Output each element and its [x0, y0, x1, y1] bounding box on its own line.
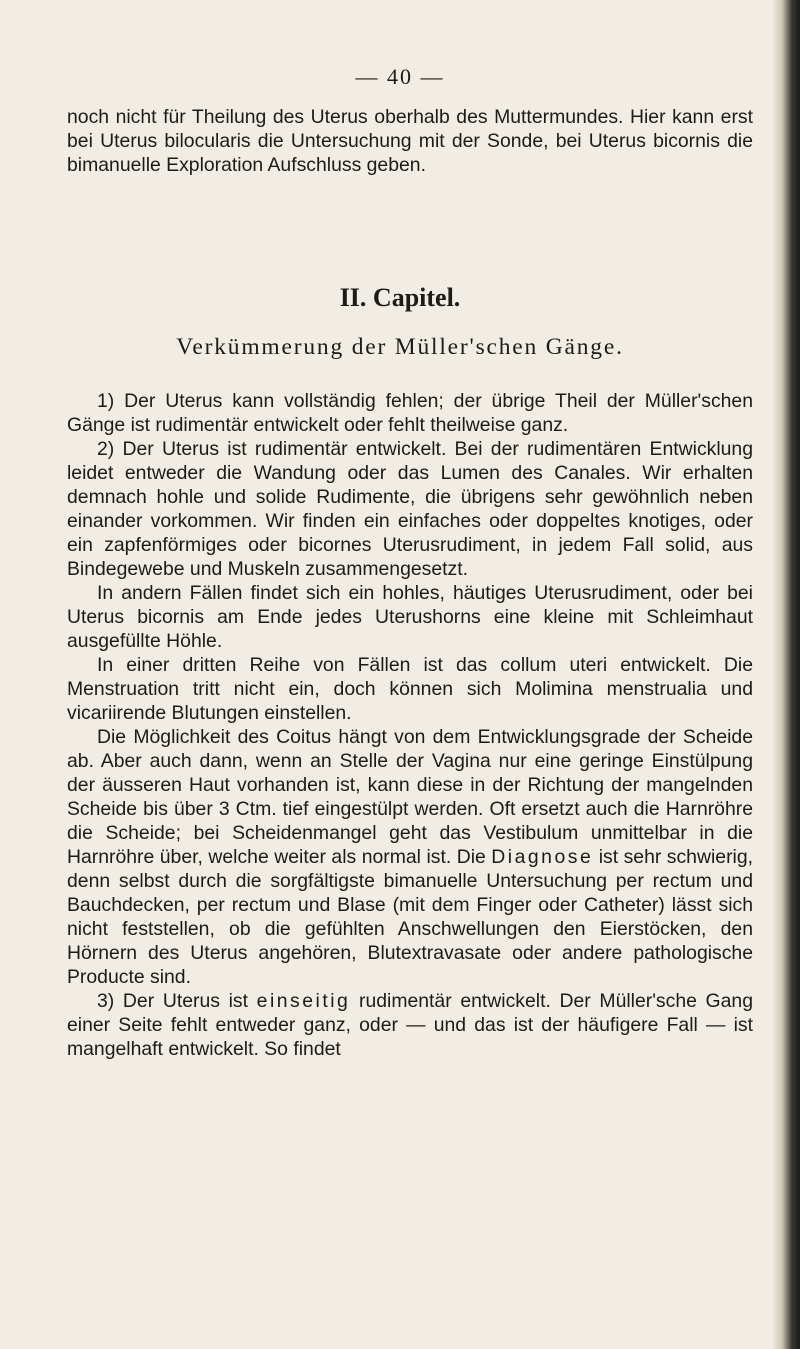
section-heading: Verkümmerung der Müller'schen Gänge. — [176, 334, 624, 360]
intro-paragraph: noch nicht für Theilung des Uterus oberhalb des Muttermundes. Hier kann erst bei Uterus bilocularis die Untersuchung mit der Sonde, bei Uterus bicornis die bimanuelle Exploration Aufschluss geben. — [67, 106, 753, 176]
page-edge-shadow — [772, 0, 800, 1349]
paragraph-5-part-1: Die Möglichkeit des Coitus hängt von dem Entwicklungsgrade der Scheide ab. Aber auch dann, wenn an Stelle der Vagina nur eine geringe Einstülpung der äusseren Haut vorhanden ist, kann diese in der Richtung der mangelnden Scheide bis über 3 Ctm. tief eingestülpt werden. Oft ersetzt auch die Harnröhre die Scheide; bei Scheidenmangel geht das Vestibulum unmittelbar in die Harnröhre über, welche weiter als normal ist. Die — [67, 726, 753, 868]
paragraph-1: 1) Der Uterus kann vollständig fehlen; der übrige Theil der Müller'schen Gänge ist rudimentär entwickelt oder fehlt theilweise ganz. — [67, 390, 753, 436]
paragraph-3: In andern Fällen findet sich ein hohles, häutiges Uterusrudiment, oder bei Uterus bicornis am Ende jedes Uterushorns eine kleine mit Schleimhaut ausgefüllte Höhle. — [67, 582, 753, 652]
paragraph-2: 2) Der Uterus ist rudimentär entwickelt. Bei der rudimentären Entwicklung leidet entweder die Wandung oder das Lumen des Canales. Wir erhalten demnach hohle und solide Rudimente, die übrigens sehr gewöhnlich neben einander vorkommen. Wir finden ein einfaches oder doppeltes knotiges, oder ein zapfenförmiges oder bicornes Uterusrudiment, in jedem Fall solid, aus Bindegewebe und Muskeln zusammengesetzt. — [67, 438, 753, 580]
page-number: — 40 — — [355, 64, 445, 89]
paragraph-5 — [67, 725, 753, 989]
intro-text-block — [67, 105, 753, 177]
paragraph-4: In einer dritten Reihe von Fällen ist das collum uteri entwickelt. Die Menstruation tritt nicht ein, doch können sich Molimina menstrualia und vicariirende Blutungen einstellen. — [67, 654, 753, 724]
diagnose-emphasis: Diagnose — [491, 846, 594, 868]
paragraph-6 — [67, 989, 753, 1061]
chapter-body — [67, 389, 753, 1061]
chapter-title: II. Capitel. — [339, 283, 461, 312]
paragraph-6-part-2: rudimentär entwickelt. Der Müller'sche Gang einer Seite fehlt entweder ganz, oder — und das ist der häufigere Fall — ist mangelhaft entwickelt. So findet — [67, 990, 753, 1060]
einseitig-emphasis: einseitig — [256, 990, 351, 1012]
paragraph-6-part-1: 3) Der Uterus ist — [97, 990, 248, 1012]
paragraph-5-part-2: ist sehr schwierig, denn selbst durch die sorgfältigste bimanuelle Untersuchung per rectum und Bauchdecken, per rectum und Blase (mit dem Finger oder Catheter) lässt sich nicht feststellen, ob die gefühlten Anschwellungen den Eierstöcken, den Hörnern des Uterus angehören, Blutextravasate oder andere pathologische Producte sind. — [67, 846, 753, 988]
